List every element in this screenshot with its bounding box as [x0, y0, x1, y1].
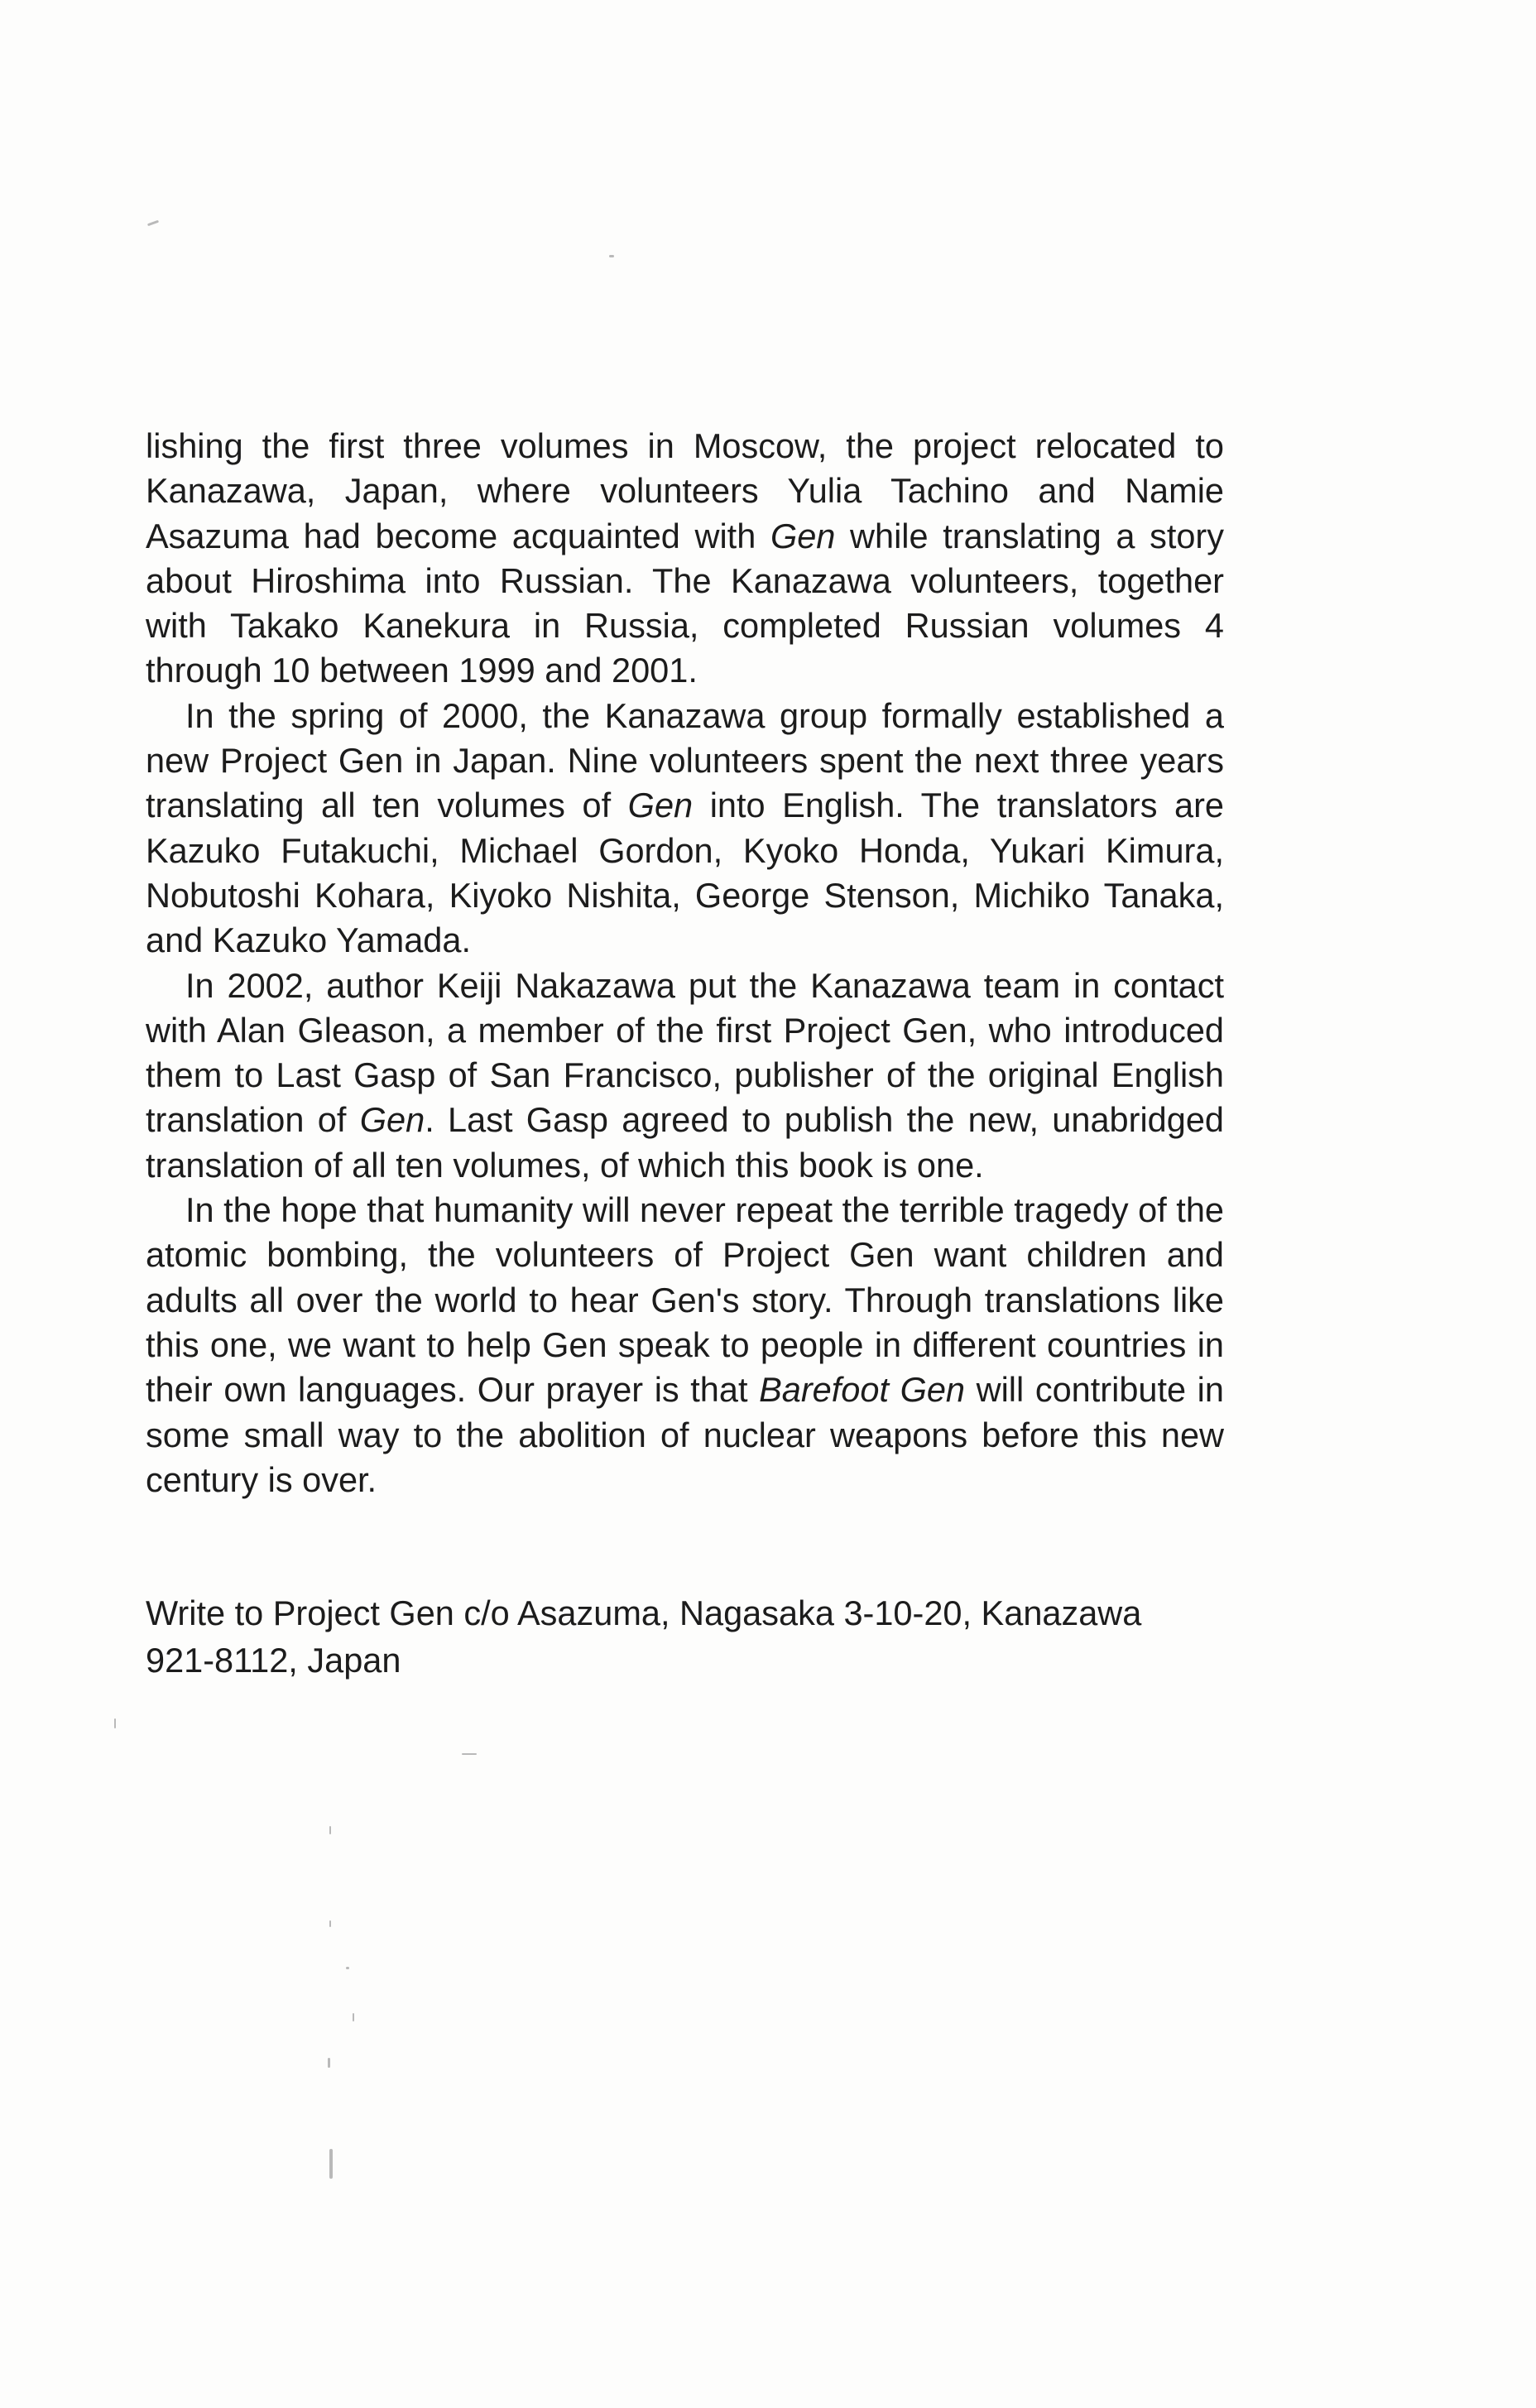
- paragraph-2: [146, 694, 1224, 964]
- address-line-1: Write to Project Gen c/o Asazuma, Nagasaka 3-10-20, Kanazawa: [146, 1593, 1142, 1632]
- address-line-2: 921-8112, Japan: [146, 1641, 401, 1680]
- text-run: into English. The translators are Kazuko Futakuchi, Michael Gordon, Kyoko Honda, Yukari Kimura, Nobutoshi Kohara, Kiyoko Nishita, George Stenson, Michiko Tanaka, and Kazuko Yamada.: [146, 786, 1224, 960]
- paragraph-1: [146, 424, 1224, 694]
- text-run: lishing the first three volumes in Moscow, the project relocated to Kanazawa, Japan, where volunteers Yulia Tachino and Namie Asazuma had become acquainted with: [146, 426, 1224, 555]
- body-text: [146, 424, 1224, 1502]
- text-run: In 2002, author Keiji Nakazawa put the Kanazawa team in contact with Alan Gleason, a member of the first Project Gen, who introduced them to Last Gasp of San Francisco, publisher of the original English translation of: [146, 965, 1224, 1140]
- scan-speck: [114, 1718, 116, 1728]
- scan-speck: [462, 1753, 477, 1755]
- text-run: In the hope that humanity will never repeat the terrible tragedy of the atomic bombing, the volunteers of Project Gen want children and adults all over the world to hear Gen's story. Through translations like this one, we want to help Gen speak to people in different countries in their own languages. Our prayer is that: [146, 1190, 1224, 1410]
- italic-title: Gen: [770, 516, 836, 555]
- scan-speck: [346, 1967, 349, 1969]
- paragraph-3: [146, 964, 1224, 1188]
- scan-speck: [353, 2013, 354, 2021]
- scan-speck: [329, 1920, 331, 1927]
- scan-speck: [609, 255, 614, 257]
- text-run: will contribute in some small way to the abolition of nuclear weapons before this new century is over.: [146, 1370, 1224, 1499]
- scan-speck: [147, 220, 159, 227]
- scan-speck: [329, 2149, 333, 2179]
- italic-title: Gen: [359, 1100, 425, 1140]
- italic-title: Barefoot Gen: [759, 1370, 966, 1410]
- text-run: . Last Gasp agreed to publish the new, unabridged translation of all ten volumes, of which this book is one.: [146, 1100, 1224, 1185]
- paragraph-4: [146, 1188, 1224, 1502]
- italic-title: Gen: [627, 786, 694, 825]
- contact-address: [146, 1589, 1224, 1684]
- scan-speck: [328, 2058, 330, 2068]
- text-run: while translating a story about Hiroshima into Russian. The Kanazawa volunteers, together with Takako Kanekura in Russia, completed Russian volumes 4 through 10 between 1999 and 2001.: [146, 516, 1224, 690]
- text-run: In the spring of 2000, the Kanazawa group formally established a new Project Gen in Japan. Nine volunteers spent the next three years translating all ten volumes of: [146, 695, 1224, 825]
- scan-speck: [329, 1826, 331, 1834]
